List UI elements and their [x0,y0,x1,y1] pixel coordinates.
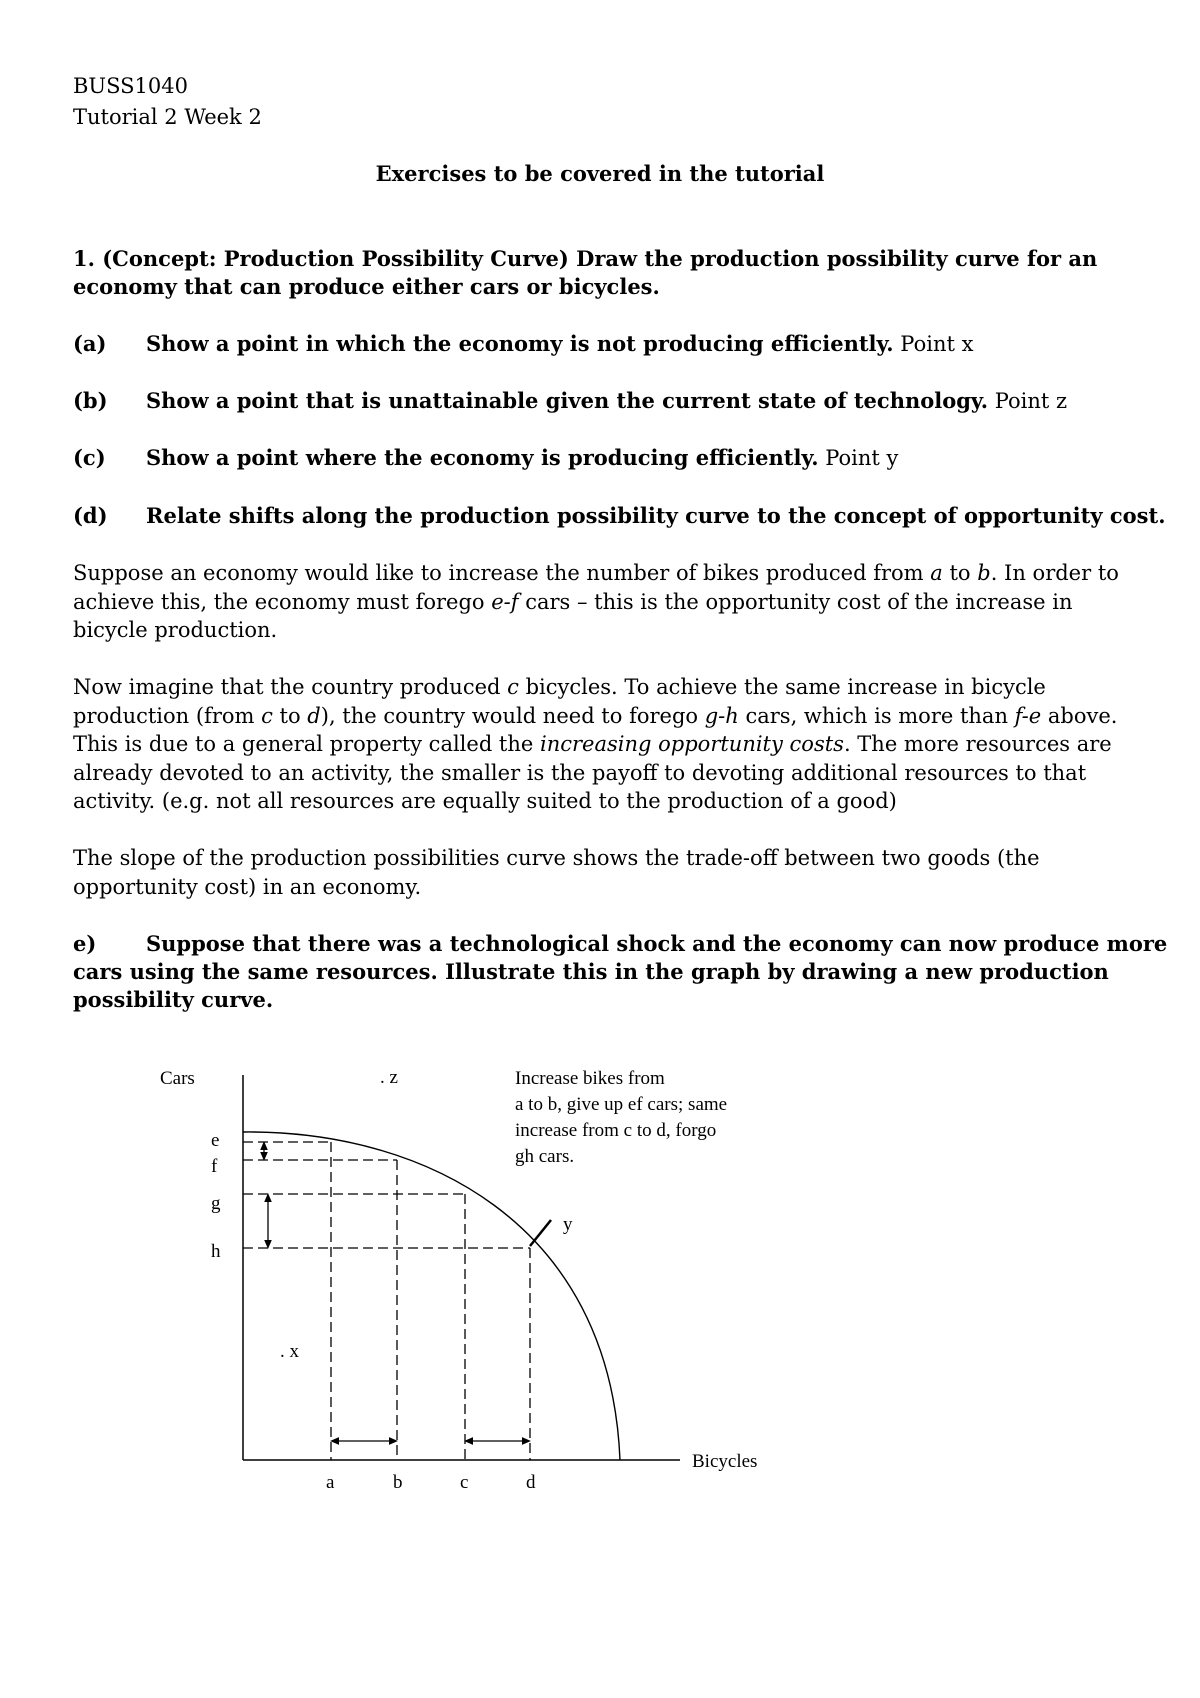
part-b [73,387,1067,415]
tick-a: a [326,1472,335,1493]
part-label: (a) [73,331,107,356]
part-c [73,444,898,472]
part-a [73,330,973,358]
paragraph-opportunity-cost: Suppose an economy would like to increase the number of bikes produced from a to b. In order to achieve this, the economy must forego e-f cars – this is the opportunity cost of the increase in bicycle production. [73,561,1119,642]
course-code: BUSS1040 [73,74,188,98]
vertical-guides [331,1142,530,1460]
tick-e: e [211,1130,220,1151]
tick-c: c [460,1472,469,1493]
part-d [73,502,1166,530]
tick-h: h [211,1241,221,1262]
y-pointer [530,1220,551,1246]
page-title: Exercises to be covered in the tutorial [375,161,825,186]
tick-b: b [393,1472,403,1493]
part-answer: Point y [818,446,899,470]
tick-f: f [211,1156,218,1177]
part-question: Show a point where the economy is producing efficiently. [146,445,819,470]
question-1-line-2: economy that can produce either cars or bicycles. [73,274,660,299]
part-question: Relate shifts along the production possibility curve to the concept of opportunity cost. [146,503,1166,528]
tick-g: g [211,1193,221,1214]
tick-d: d [526,1472,536,1493]
part-label: (b) [73,388,108,413]
paragraph-slope: The slope of the production possibilities curve shows the trade-off between two goods (the opportunity cost) in an economy. [73,846,1040,899]
part-answer: Point x [893,332,974,356]
question-1-line-1: 1. (Concept: Production Possibility Curve) Draw the production possibility curve for an [73,246,1098,271]
note-line: increase from c to d, forgo [515,1120,717,1141]
y-axis-label: Cars [160,1068,195,1089]
part-label: e) [73,931,97,956]
part-e-line-3: possibility curve. [73,987,274,1012]
note-line: Increase bikes from [515,1068,665,1089]
point-z-label: . z [380,1067,398,1088]
point-x-label: . x [280,1341,299,1362]
note-line: a to b, give up ef cars; same [515,1094,728,1115]
horizontal-guides [243,1142,530,1248]
part-answer: Point z [988,389,1068,413]
x-axis-label: Bicycles [692,1451,758,1472]
tutorial-week: Tutorial 2 Week 2 [73,105,262,129]
part-question: Show a point in which the economy is not producing efficiently. [146,331,894,356]
part-label: (d) [73,503,108,528]
part-e-line-1: e) Suppose that there was a technological shock and the economy can now produce more [73,931,1168,956]
ppc-curve [243,1132,620,1460]
part-label: (c) [73,445,106,470]
ppc-graph [0,1040,1200,1530]
note-line: gh cars. [515,1146,575,1167]
graph-note [515,1068,727,1167]
paragraph-increasing-cost: Now imagine that the country produced c bicycles. To achieve the same increase in bicycle production (from c to d), the country would need to forego g-h cars, which is more than f-e above. This is due to a general property called the increasing opportunity costs. The more resources are already devoted to an activity, the smaller is the payoff to devoting additional resources to that activity. (e.g. not all resources are equally suited to the production of a good) [73,675,1118,813]
part-question: Show a point that is unattainable given the current state of technology. [146,388,989,413]
point-y-label: y [563,1214,573,1235]
part-e-line-2: cars using the same resources. Illustrate this in the graph by drawing a new production [73,959,1109,984]
